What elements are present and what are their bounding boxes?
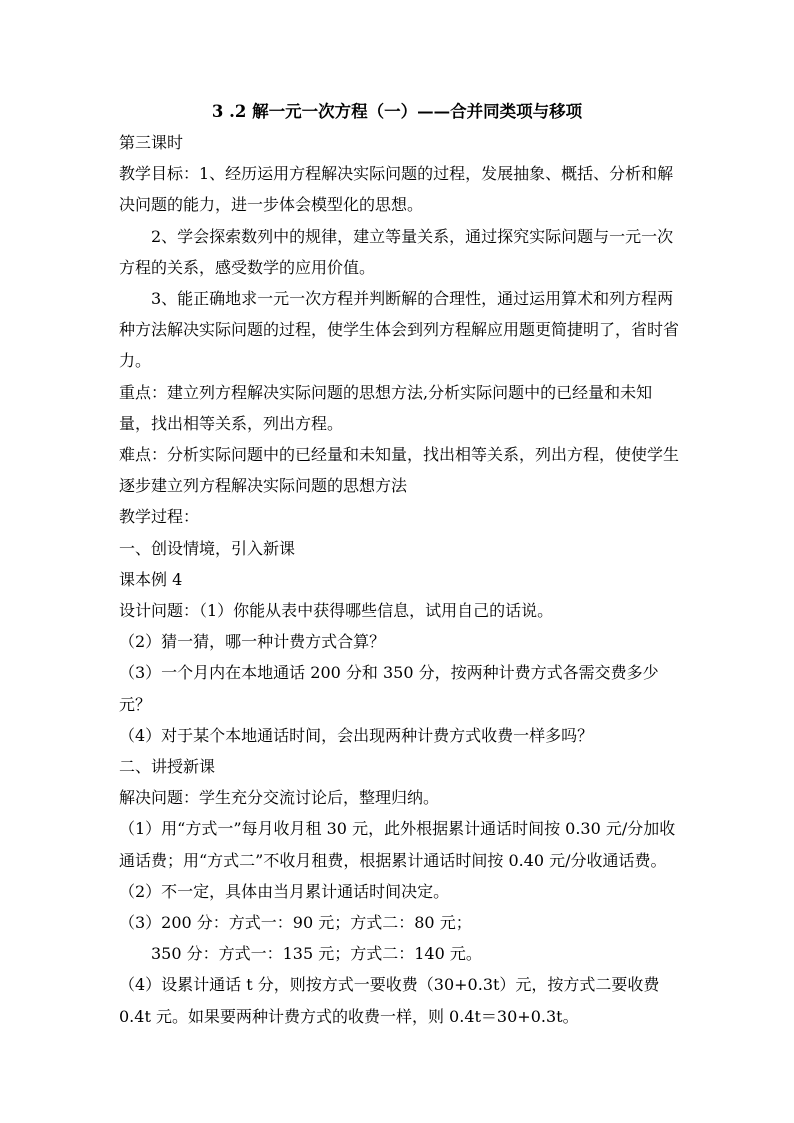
answer-3-line-1: （3）200 分：方式一：90 元；方式二：80 元； — [119, 913, 472, 933]
section-heading-1: 一、创设情境，引入新课 — [119, 538, 296, 558]
key-point: 重点：建立列方程解决实际问题的思想方法,分析实际问题中的已经量和未知量，找出相等关系，列出方程。 — [119, 382, 653, 433]
textbook-example: 课本例 4 — [119, 569, 183, 589]
teaching-objective-2: 2、学会探索数列中的规律，建立等量关系，通过探究实际问题与一元一次方程的关系，感受数学的应用价值。 — [119, 226, 674, 277]
design-question-3: （3）一个月内在本地通话 200 分和 350 分，按两种计费方式各需交费多少元？ — [119, 663, 659, 714]
answer-2: （2）不一定，具体由当月累计通话时间决定。 — [119, 881, 450, 901]
answer-4: （4）设累计通话 t 分，则按方式一要收费（30+0.3t）元，按方式二要收费 0.4t 元。如果要两种计费方式的收费一样，则 0.4t＝30+0.3t。 — [119, 975, 660, 1026]
document-body — [119, 127, 679, 1032]
answer-1: （1）用“方式一”每月收月租 30 元，此外根据累计通话时间按 0.30 元/分加收通话费；用“方式二”不收月租费，根据累计通话时间按 0.40 元/分收通话费。 — [119, 819, 676, 870]
document-title: 3 .2 解一元一次方程（一）——合并同类项与移项 — [211, 102, 583, 121]
answer-3-line-2: 350 分：方式一：135 元；方式二：140 元。 — [151, 944, 482, 964]
lesson-period: 第三课时 — [119, 133, 184, 152]
solve-problem-intro: 解决问题：学生充分交流讨论后，整理归纳。 — [119, 788, 440, 808]
design-question-1: 设计问题：（1）你能从表中获得哪些信息，试用自己的话说。 — [119, 601, 554, 621]
design-question-2: （2）猜一猜，哪一种计费方式合算？ — [119, 632, 386, 652]
teaching-process-heading: 教学过程： — [119, 507, 200, 527]
difficult-point: 难点：分析实际问题中的已经量和未知量，找出相等关系，列出方程，使使学生逐步建立列方程解决实际问题的思想方法 — [119, 445, 680, 496]
teaching-objective-3: 3、能正确地求一元一次方程并判断解的合理性，通过运用算术和列方程两种方法解决实际问题的过程，使学生体会到列方程解应用题更简捷明了，省时省力。 — [119, 289, 680, 371]
teaching-objective-1: 教学目标：1、经历运用方程解决实际问题的过程，发展抽象、概括、分析和解决问题的能力，进一步体会模型化的思想。 — [119, 164, 674, 215]
section-heading-2: 二、讲授新课 — [119, 757, 216, 777]
design-question-4: （4）对于某个本地通话时间，会出现两种计费方式收费一样多吗？ — [119, 725, 594, 745]
